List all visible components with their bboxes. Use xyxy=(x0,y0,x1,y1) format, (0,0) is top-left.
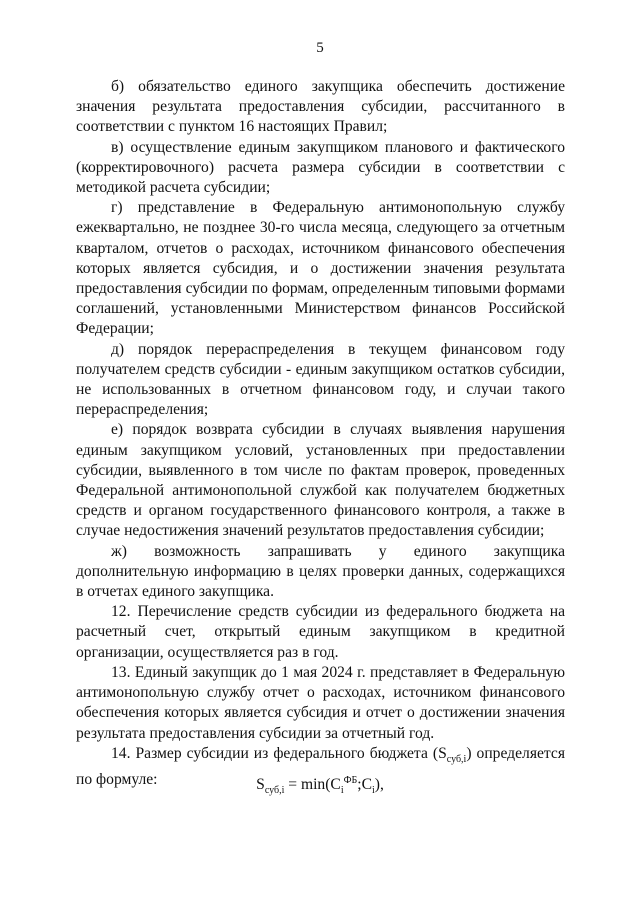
formula-lhs: S xyxy=(256,776,265,793)
paragraph-b: б) обязательство единого закупщика обеспечить достижение значения результата предоставления субсидии, рассчитанного в соответствии с пунктом 16 настоящих Правил; xyxy=(76,78,565,136)
formula-c1-subscript: i xyxy=(340,785,344,797)
formula-sep: ;C xyxy=(357,776,372,793)
subsidy-formula xyxy=(0,775,640,795)
paragraph-12: 12. Перечисление средств субсидии из федерального бюджета на расчетный счет, открытый единым закупщиком в кредитной организации, осуществляется раз в год. xyxy=(76,603,565,661)
paragraph-14-before: 14. Размер субсидии из федерального бюджета (S xyxy=(111,744,447,762)
paragraph-13: 13. Единый закупщик до 1 мая 2024 г. представляет в Федеральную антимонопольную службу отчет о расходах, источником финансового обеспечения которых является субсидия и отчет о достижении значения результата предоставления субсидии за отчетный год. xyxy=(76,663,565,742)
paragraph-14-after: ) определяется по формуле: xyxy=(76,744,566,789)
page-number: 5 xyxy=(316,40,324,56)
formula-c1-superscript: ФБ xyxy=(343,774,358,786)
paragraph-zh: ж) возможность запрашивать у единого закупщика дополнительную информацию в целях проверки данных, содержащихся в отчетах единого закупщика. xyxy=(76,542,565,601)
formula-lhs-subscript: суб,i xyxy=(264,785,285,797)
paragraph-v: в) осуществление единым закупщиком планового и фактического (корректировочного) расчета размера субсидии в соответствии с методикой расчета субсидии; xyxy=(76,138,565,197)
paragraph-g: г) представление в Федеральную антимонопольную службу ежеквартально, не позднее 30-го числа месяца, следующего за отчетным кварталом, отчетов о расходах, источником финансового обеспечения которых является субсидия, и о достижении значения результата предоставления субсидии по формам, определенным типовыми формами соглашений, установленными Министерством финансов Российской Федерации; xyxy=(76,199,565,338)
paragraph-14-subscript: суб,i xyxy=(446,753,467,765)
formula-close: ), xyxy=(374,776,384,793)
paragraph-e: е) порядок возврата субсидии в случаях выявления нарушения единым закупщиком условий, установленных при предоставлении субсидии, выявленного в том числе по фактам проверок, проведенных Федеральной антимонопольной службой как получателем бюджетных средств и органом государственного финансового контроля, а также в случае недостижения значений результатов предоставления субсидии; xyxy=(76,421,565,540)
document-body xyxy=(76,77,565,790)
formula-eq: = min(C xyxy=(284,776,341,793)
paragraph-d: д) порядок перераспределения в текущем финансовом году получателем средств субсидии - единым закупщиком остатков субсидии, не использованных в отчетном финансовом году, и случаи такого перераспределения; xyxy=(76,340,565,419)
formula-c2-subscript: i xyxy=(371,785,375,797)
